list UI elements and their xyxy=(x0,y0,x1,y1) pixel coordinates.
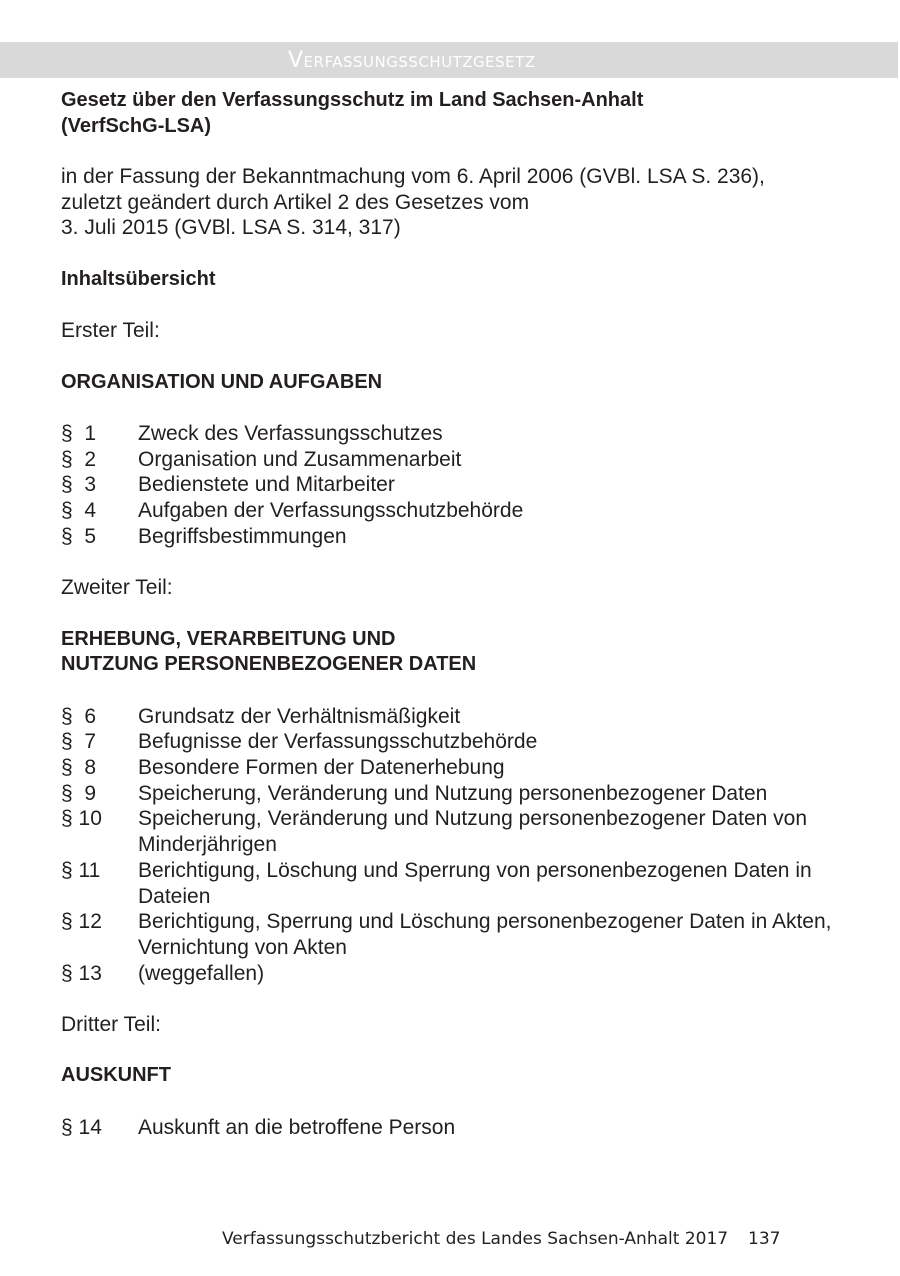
section-entry xyxy=(61,1115,851,1141)
document-title-line-2: (VerfSchG-LSA) xyxy=(61,114,212,137)
section-title: Bedienstete und Mitarbeiter xyxy=(138,473,395,497)
section-entry xyxy=(61,704,851,730)
section-number: § 2 xyxy=(61,447,97,471)
part-label: Zweiter Teil: xyxy=(61,576,173,600)
part-heading-line: NUTZUNG PERSONENBEZOGENER DATEN xyxy=(61,653,477,676)
toc-heading: Inhaltsübersicht xyxy=(61,267,216,290)
section-title: Aufgaben der Verfassungsschutzbehörde xyxy=(138,499,524,523)
section-entry xyxy=(61,806,851,857)
part-label: Erster Teil: xyxy=(61,319,160,343)
section-title: Berichtigung, Sperrung und Löschung personenbezogener Daten in Akten, Vernichtung von Akten xyxy=(138,910,832,959)
part-label: Dritter Teil: xyxy=(61,1013,161,1037)
document-title-line-1: Gesetz über den Verfassungsschutz im Land Sachsen-Anhalt xyxy=(61,89,644,111)
section-entry xyxy=(61,755,851,781)
section-entry xyxy=(61,781,851,807)
section-title: Begriffsbestimmungen xyxy=(138,524,347,548)
section-title: Speicherung, Veränderung und Nutzung personenbezogener Daten von Minderjährigen xyxy=(138,807,807,857)
section-title: Besondere Formen der Datenerhebung xyxy=(138,756,505,780)
section-number: § 7 xyxy=(61,730,97,754)
section-number: § 6 xyxy=(61,704,97,728)
section-list xyxy=(61,421,851,550)
section-list xyxy=(61,704,851,987)
section-entry xyxy=(61,858,851,909)
section-title: Befugnisse der Verfassungsschutzbehörde xyxy=(138,730,538,754)
section-entry xyxy=(61,729,851,755)
section-title: Grundsatz der Verhältnismäßigkeit xyxy=(138,704,461,728)
part-heading xyxy=(61,370,851,396)
publication-note xyxy=(61,164,851,241)
section-number: § 4 xyxy=(61,499,97,523)
section-entry xyxy=(61,447,851,473)
part-heading xyxy=(61,627,851,678)
section-entry xyxy=(61,961,851,987)
section-number: § 1 xyxy=(61,421,97,445)
section-title: Auskunft an die betroffene Person xyxy=(138,1115,456,1139)
part-heading-line: ERHEBUNG, VERARBEITUNG UND xyxy=(61,627,396,650)
section-number: § 9 xyxy=(61,781,97,805)
section-number: § 3 xyxy=(61,473,97,497)
publication-line: zuletzt geändert durch Artikel 2 des Gesetzes vom xyxy=(61,190,530,214)
section-title: Zweck des Verfassungsschutzes xyxy=(138,421,443,445)
publication-line: 3. Juli 2015 (GVBl. LSA S. 314, 317) xyxy=(61,216,401,240)
section-entry xyxy=(61,498,851,524)
section-title: Berichtigung, Löschung und Sperrung von personenbezogenen Daten in Dateien xyxy=(138,858,812,908)
part-heading-line: ORGANISATION UND AUFGABEN xyxy=(61,370,383,393)
publication-line: in der Fassung der Bekanntmachung vom 6. April 2006 (GVBl. LSA S. 236), xyxy=(61,165,765,188)
section-number: § 5 xyxy=(61,524,97,548)
running-header-title: Verfassungsschutzgesetz xyxy=(288,48,536,73)
part-heading xyxy=(61,1063,851,1089)
section-title: (weggefallen) xyxy=(138,961,265,985)
section-number: § 8 xyxy=(61,756,97,780)
section-number: § 11 xyxy=(61,858,101,882)
section-entry xyxy=(61,909,851,960)
footer-report-title: Verfassungsschutzbericht des Landes Sachsen-Anhalt 2017 xyxy=(222,1229,729,1249)
section-number: § 12 xyxy=(61,910,102,934)
section-number: § 13 xyxy=(61,961,102,985)
section-entry xyxy=(61,524,851,550)
section-number: § 14 xyxy=(61,1115,102,1139)
section-entry xyxy=(61,421,851,447)
part-heading-line: AUSKUNFT xyxy=(61,1064,171,1087)
page-content xyxy=(61,88,851,1141)
section-title: Organisation und Zusammenarbeit xyxy=(138,447,462,471)
section-entry xyxy=(61,472,851,498)
page-number: 137 xyxy=(748,1229,781,1249)
document-title xyxy=(61,88,851,139)
section-title: Speicherung, Veränderung und Nutzung personenbezogener Daten xyxy=(138,781,768,805)
section-number: § 10 xyxy=(61,807,102,831)
section-list xyxy=(61,1115,851,1141)
